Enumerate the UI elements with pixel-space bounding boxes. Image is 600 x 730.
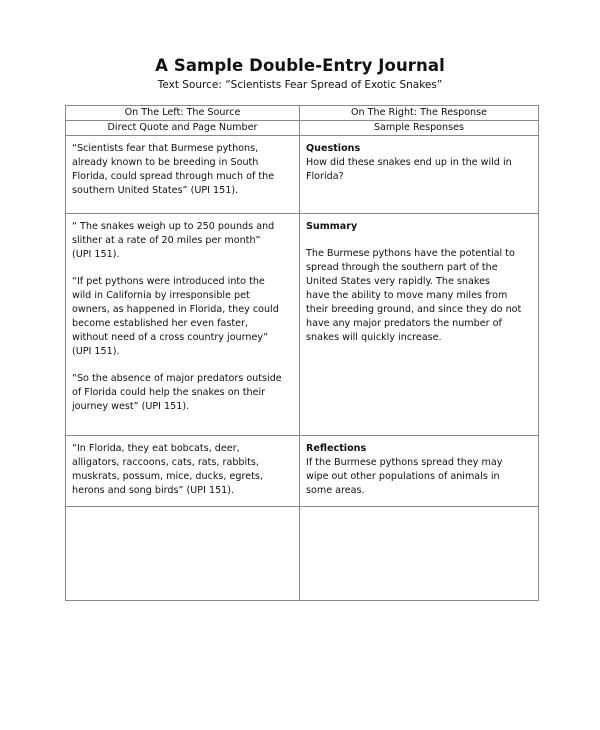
table-row: [66, 136, 539, 214]
source-quote: “If pet pythons were introduced into the wild in California by irresponsible pet owners, as happened in Florida, they could become established her even faster, without need of a cross country journey” (UPI 151).: [72, 276, 279, 357]
left-column-header: [66, 106, 300, 121]
right-header-subtitle: Sample Responses: [373, 122, 465, 133]
response-heading: Questions: [306, 143, 361, 154]
left-column-subheader: [66, 121, 300, 136]
empty-source-cell: [66, 507, 300, 601]
page-title: A Sample Double-Entry Journal: [155, 56, 445, 75]
response-cell: [300, 136, 539, 214]
table-subheader-row: [66, 121, 539, 136]
response-heading: Reflections: [306, 443, 367, 454]
response-text: How did these snakes end up in the wild in Florida?: [306, 157, 512, 182]
response-cell: [300, 436, 539, 507]
source-cell: [66, 136, 300, 214]
source-quote: “In Florida, they eat bobcats, deer, alligators, raccoons, cats, rats, rabbits, muskrats, possum, mice, ducks, egrets, herons and song birds” (UPI 151).: [72, 443, 263, 496]
text-source-subtitle: Text Source: “Scientists Fear Spread of Exotic Snakes”: [157, 79, 443, 91]
response-cell: [300, 214, 539, 436]
source-cell: [66, 214, 300, 436]
right-column-header: [300, 106, 539, 121]
source-quote: “Scientists fear that Burmese pythons, already known to be breeding in South Florida, could spread through much of the southern United States” (UPI 151).: [72, 143, 275, 196]
table-row-empty: [66, 507, 539, 601]
table-header-row: [66, 106, 539, 121]
source-quote: “So the absence of major predators outside of Florida could help the snakes on their journey west” (UPI 151).: [72, 373, 282, 412]
response-text: If the Burmese pythons spread they may wipe out other populations of animals in some areas.: [306, 457, 503, 496]
response-heading: Summary: [306, 221, 358, 232]
response-text: The Burmese pythons have the potential to spread through the southern part of the United States very rapidly. The snakes have the ability to move many miles from their breeding ground, and since they do not have any major predators the number of snakes will quickly increase.: [306, 248, 522, 343]
source-cell: [66, 436, 300, 507]
left-header-subtitle: Direct Quote and Page Number: [107, 122, 258, 133]
table-row: [66, 214, 539, 436]
left-header-title: On The Left: The Source: [124, 107, 241, 118]
source-quote: “ The snakes weigh up to 250 pounds and slither at a rate of 20 miles per month” (UPI 151).: [72, 221, 275, 260]
table-row: [66, 436, 539, 507]
right-header-title: On The Right: The Response: [350, 107, 488, 118]
double-entry-journal-table: [65, 105, 539, 601]
right-column-subheader: [300, 121, 539, 136]
empty-response-cell: [300, 507, 539, 601]
